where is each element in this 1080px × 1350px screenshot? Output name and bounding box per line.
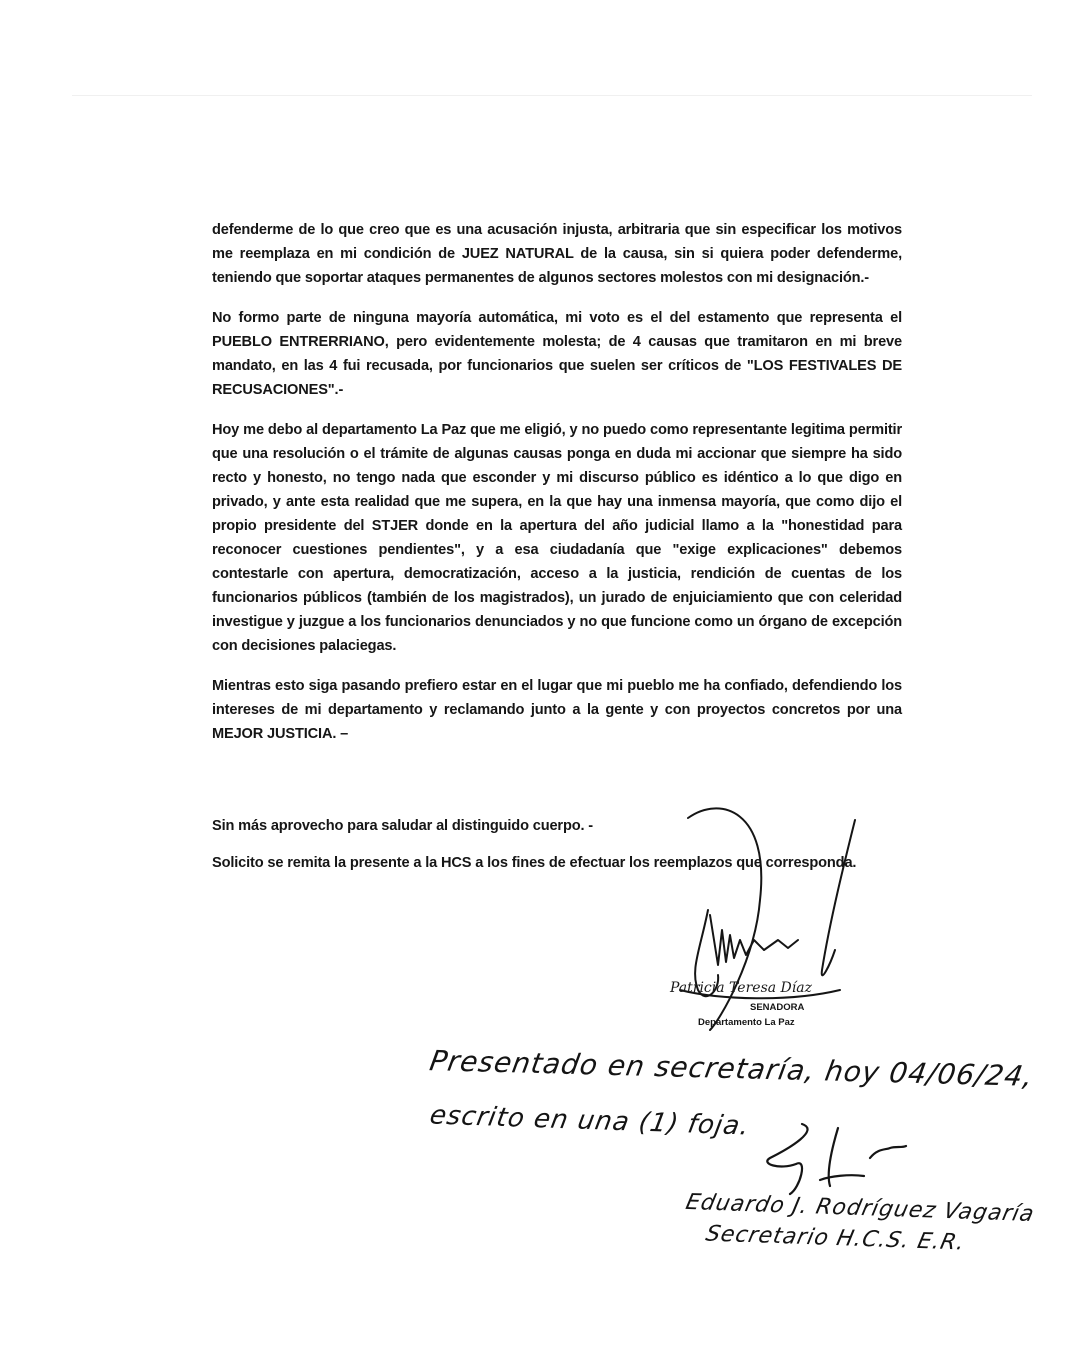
signature-block: [660, 790, 880, 1040]
signature-role: SENADORA: [750, 1002, 805, 1013]
handwritten-note-line-2: escrito en una (1) foja.: [427, 1100, 753, 1142]
handwritten-note-line-1: Presentado en secretaría, hoy 04/06/24,: [427, 1044, 1036, 1093]
paragraph-2: No formo parte de ninguna mayoría automática, mi voto es el del estamento que representa el PUEBLO ENTRERRIANO, pero evidentemente molesta; de 4 causas que tramitaron en mi breve mandato, en las 4 fui recusada, por funcionarios que suelen ser críticos de "LOS FESTIVALES DE RECUSACIONES".-: [212, 310, 902, 398]
signature-department: Departamento La Paz: [698, 1017, 795, 1028]
letter-body: [212, 218, 902, 762]
handwritten-secretary-role: Secretario H.C.S. E.R.: [703, 1221, 968, 1256]
closing-greeting: Sin más aprovecho para saludar al distinguido cuerpo. -: [212, 818, 594, 834]
signature-name: Patricia Teresa Díaz: [670, 980, 812, 996]
paragraph-3: Hoy me debo al departamento La Paz que me eligió, y no puedo como representante legitima permitir que una resolución o el trámite de algunas causas ponga en duda mi accionar que siempre ha sido recto y honesto, no tengo nada que esconder y mi discurso público es idéntico a lo que digo en privado, y ante esta realidad que me supera, en la que hay una inmensa mayoría, que como dijo el propio presidente del STJER donde en la apertura del año judicial llamo a la "honestidad para reconocer cuestiones pendientes", y a esa ciudadanía que "exige explicaciones" debemos contestarle con apertura, democratización, acceso a la justicia, rendición de cuentas de los funcionarios públicos (también de los magistrados), un jurado de enjuiciamiento que con celeridad investigue y juzgue a los funcionarios denunciados y no que funcione como un órgano de excepción con decisiones palaciegas.: [212, 422, 902, 654]
paragraph-4: Mientras esto siga pasando prefiero estar en el lugar que mi pueblo me ha confiado, defendiendo los intereses de mi departamento y reclamando junto a la gente y con proyectos concretos por una MEJOR JUSTICIA. –: [212, 678, 902, 742]
handwritten-secretary-name: Eduardo J. Rodríguez Vagaría: [683, 1190, 1037, 1227]
paragraph-1: defenderme de lo que creo que es una acusación injusta, arbitraria que sin especificar los motivos me reemplaza en mi condición de JUEZ NATURAL de la causa, sin si quiera poder defenderme, teniendo que soportar ataques permanentes de algunos sectores molestos con mi designación.-: [212, 222, 902, 286]
closing-request: Solicito se remita la presente a la HCS a los fines de efectuar los reemplazos que corresponda.: [212, 855, 857, 871]
secretary-signature-image: [760, 1118, 910, 1198]
